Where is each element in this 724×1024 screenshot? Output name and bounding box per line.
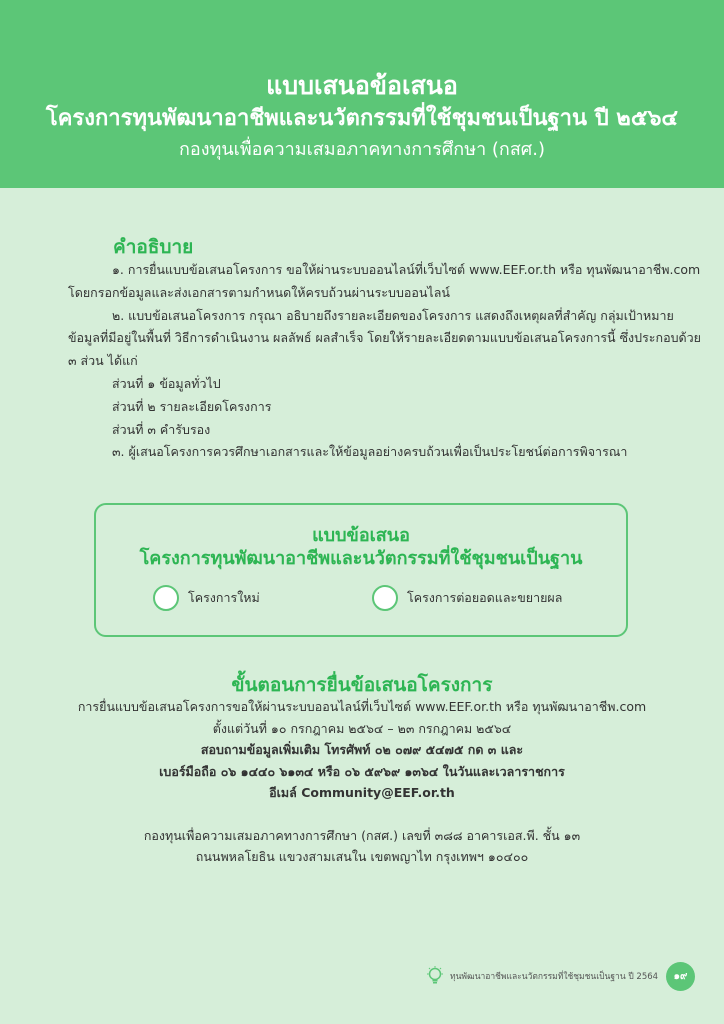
desc-item2-line2: ข้อมูลที่มีอยู่ในพื้นที่ วิธีการดำเนินงาน ผลลัพธ์ ผลสำเร็จ โดยให้รายละเอียดตามแบบข้อเสนอโครงการนี้ ซึ่งประกอบด้วย (68, 330, 701, 346)
desc-part3: ส่วนที่ ๓ คำรับรอง (112, 421, 211, 437)
steps-contact2: เบอร์มือถือ ๐๖ ๑๔๔๐ ๖๑๓๔ หรือ ๐๖ ๕๙๖๙ ๑๓๖๔ ในวันและเวลาราชการ (159, 763, 565, 779)
steps-line2: ตั้งแต่วันที่ ๑๐ กรกฎาคม ๒๕๖๔ – ๒๓ กรกฎาคม ๒๕๖๔ (212, 720, 512, 736)
option-new-label: โครงการใหม่ (188, 590, 260, 605)
steps-body (0, 696, 724, 868)
form-subtitle: โครงการทุนพัฒนาอาชีพและนวัตกรรมที่ใช้ชุมชนเป็นฐาน (139, 548, 583, 569)
option-extend-label: โครงการต่อยอดและขยายผล (407, 590, 563, 605)
desc-item3: ๓. ผู้เสนอโครงการควรศึกษาเอกสารและให้ข้อมูลอย่างครบถ้วนเพื่อเป็นประโยชน์ต่อการพิจารณา (112, 444, 628, 460)
steps-address1: กองทุนเพื่อความเสมอภาคทางการศึกษา (กสศ.) เลขที่ ๓๘๘ อาคารเอส.พี. ชั้น ๑๓ (143, 827, 581, 843)
footer-text: ทุนพัฒนาอาชีพและนวัตกรรมที่ใช้ชุมชนเป็นฐาน ปี 2564 (450, 972, 659, 982)
header-banner (0, 0, 724, 188)
desc-item2-line1: ๒. แบบข้อเสนอโครงการ กรุณา อธิบายถึงรายละเอียดของโครงการ แสดงถึงเหตุผลที่สำคัญ กลุ่มเป้าหมาย (112, 307, 674, 323)
desc-part1: ส่วนที่ ๑ ข้อมูลทั่วไป (112, 375, 221, 391)
page-title: แบบเสนอข้อเสนอ (266, 71, 458, 100)
project-type-form (94, 503, 628, 637)
desc-item1-line1: ๑. การยื่นแบบข้อเสนอโครงการ ขอให้ผ่านระบบออนไลน์ที่เว็บไซต์ www.EEF.or.th หรือ ทุนพัฒนาอาชีพ.com (112, 262, 701, 277)
description-body (68, 259, 701, 464)
radio-circle-new[interactable] (153, 585, 179, 611)
form-title: แบบข้อเสนอ (312, 525, 410, 546)
page-subtitle: โครงการทุนพัฒนาอาชีพและนวัตกรรมที่ใช้ชุมชนเป็นฐาน ปี ๒๕๖๔ (45, 106, 679, 131)
steps-address2: ถนนพหลโยธิน แขวงสามเสนใน เขตพญาไท กรุงเทพฯ ๑๐๔๐๐ (195, 849, 529, 864)
page-number: ๑๙ (666, 962, 695, 991)
description-title: คำอธิบาย (113, 236, 194, 258)
steps-email: อีเมล์ Community@EEF.or.th (269, 785, 455, 800)
radio-circle-extend[interactable] (372, 585, 398, 611)
option-new-project[interactable] (153, 585, 260, 611)
organization-name: กองทุนเพื่อความเสมอภาคทางการศึกษา (กสศ.) (179, 139, 545, 160)
spacer (0, 804, 724, 825)
steps-title: ขั้นตอนการยื่นข้อเสนอโครงการ (231, 674, 493, 696)
footer (426, 966, 658, 986)
desc-part2: ส่วนที่ ๒ รายละเอียดโครงการ (112, 398, 272, 414)
option-extend-project[interactable] (372, 585, 562, 611)
steps-line1: การยื่นแบบข้อเสนอโครงการขอให้ผ่านระบบออนไลน์ที่เว็บไซต์ www.EEF.or.th หรือ ทุนพัฒนาอาชีพ.com (77, 699, 647, 714)
lightbulb-icon (426, 966, 444, 986)
desc-item2-line3: ๓ ส่วน ได้แก่ (68, 353, 138, 369)
desc-item1-line2: โดยกรอกข้อมูลและส่งเอกสารตามกำหนดให้ครบถ้วนผ่านระบบออนไลน์ (68, 284, 450, 300)
steps-contact1: สอบถามข้อมูลเพิ่มเติม โทรศัพท์ ๐๒ ๐๗๙ ๕๔๗๕ กด ๓ และ (200, 742, 524, 757)
